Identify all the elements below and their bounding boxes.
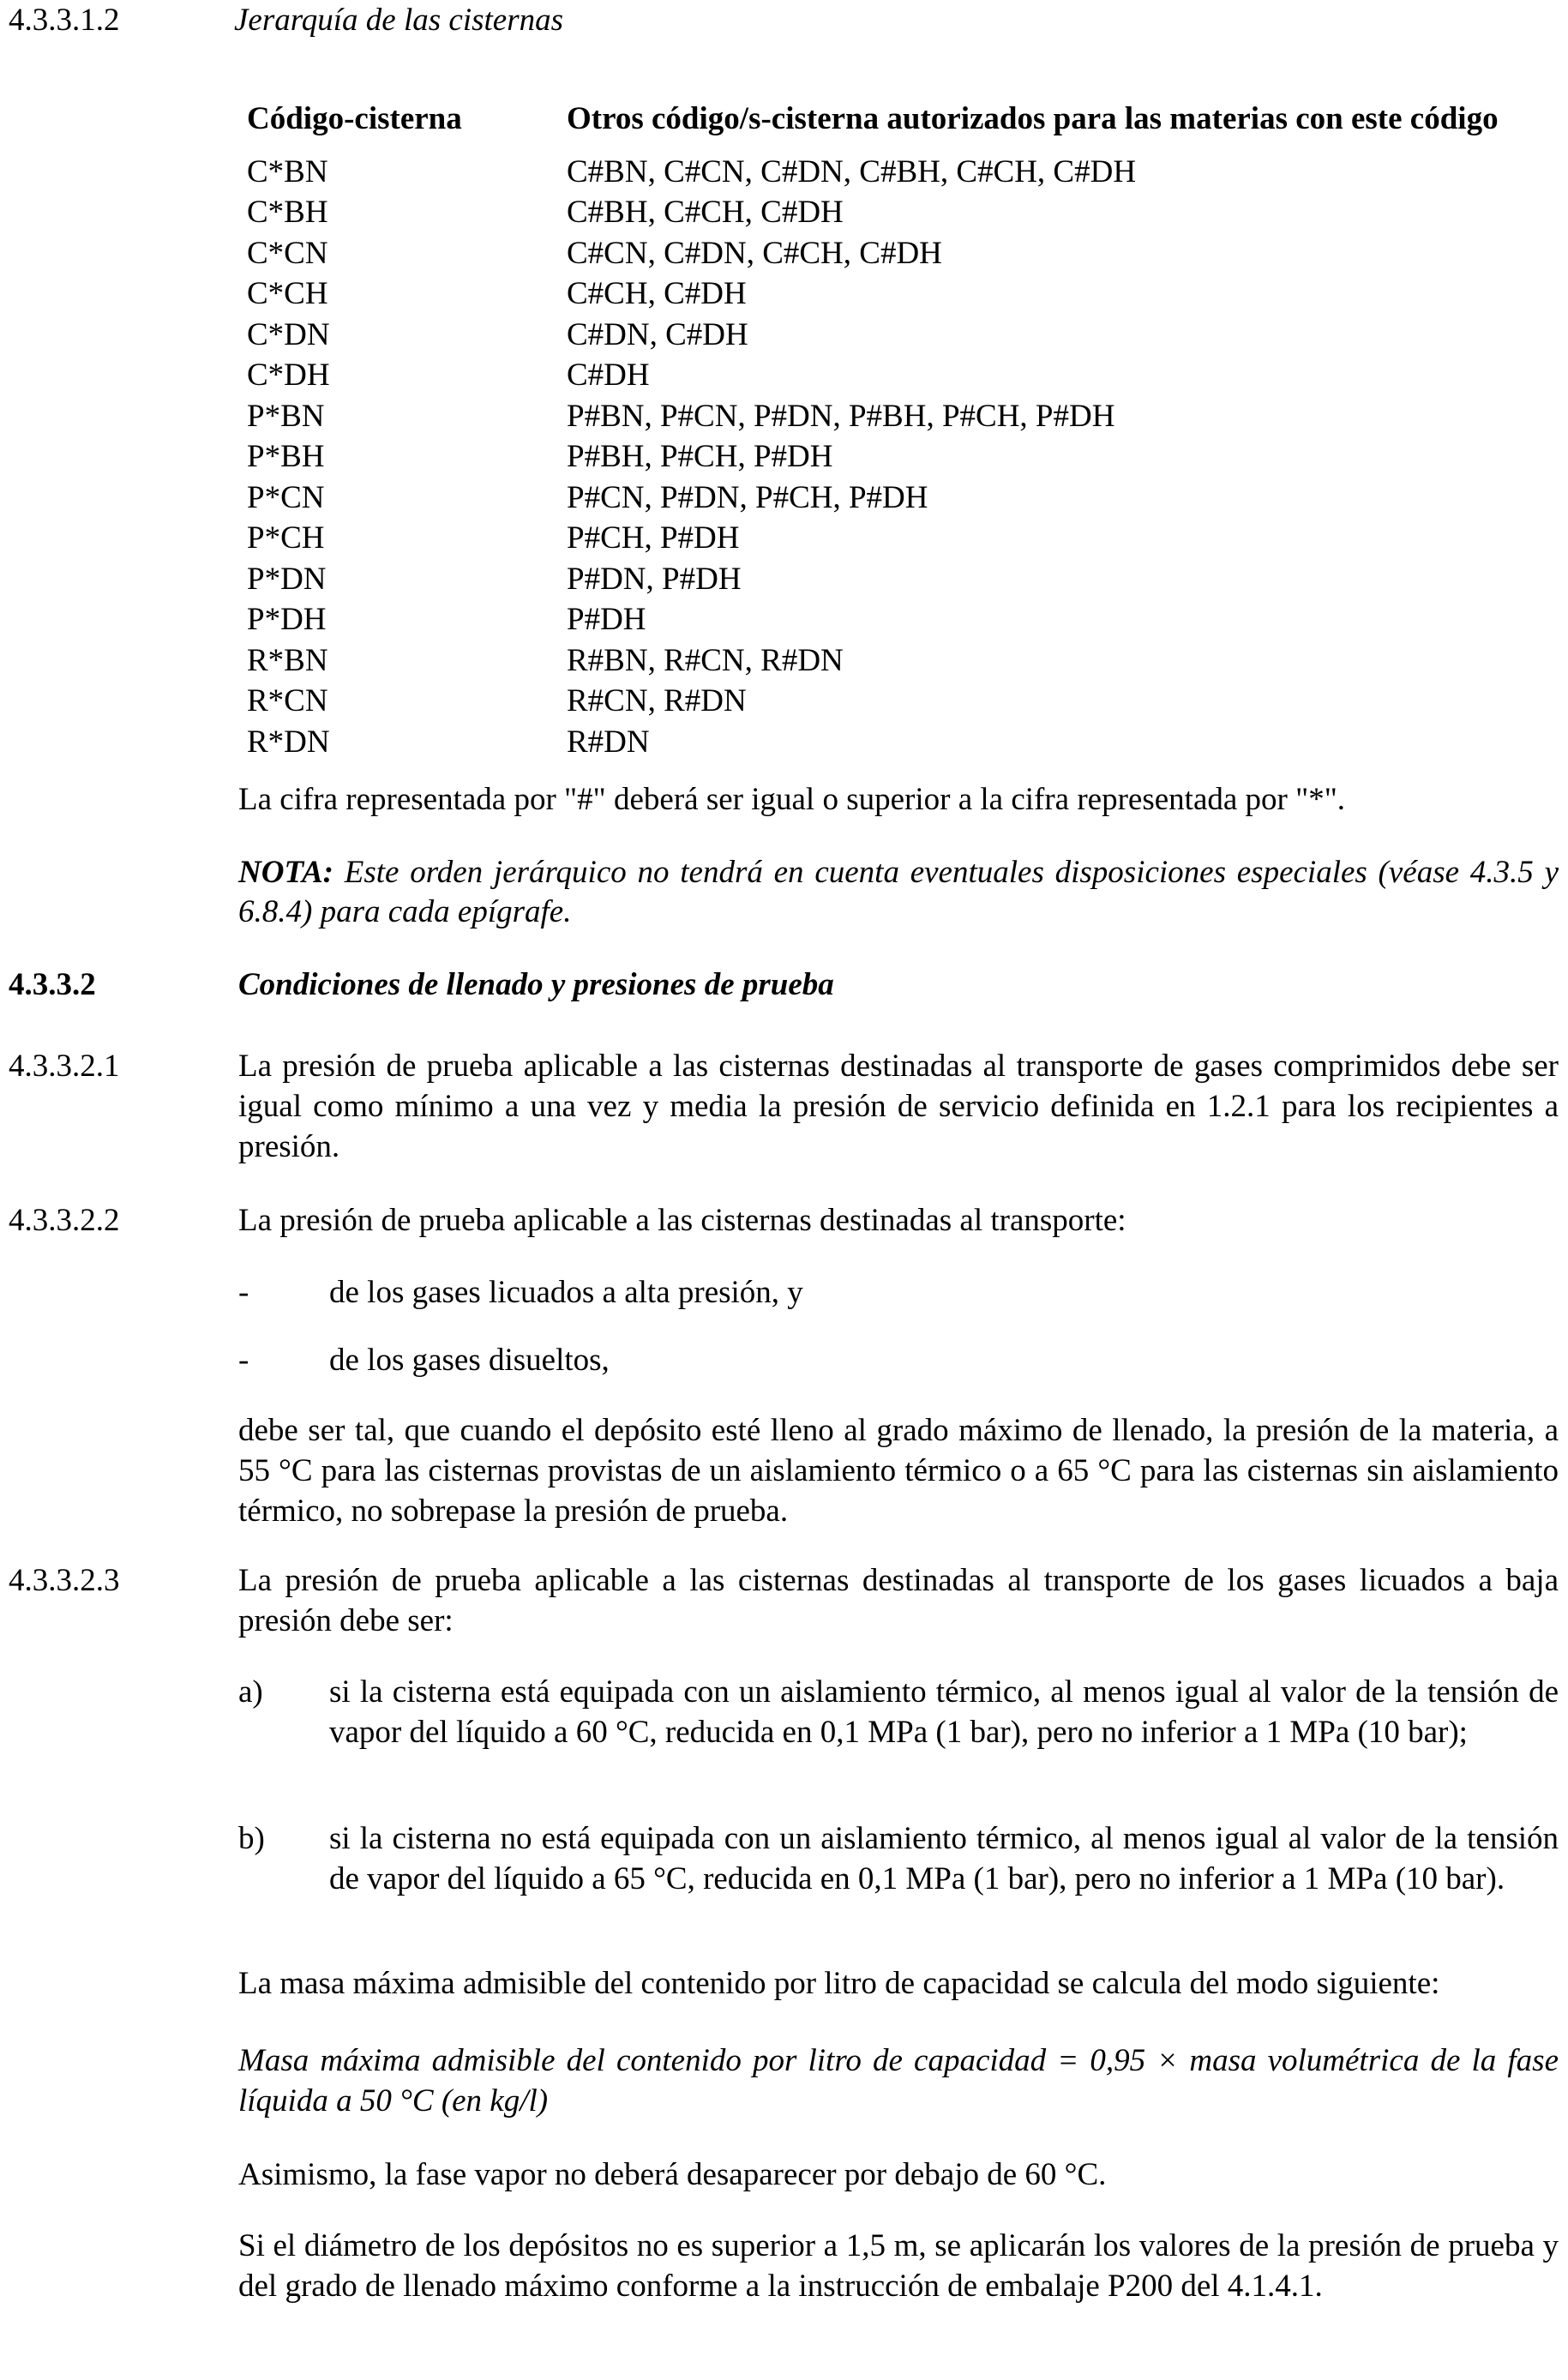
cell-codigo-cisterna: P*DH <box>247 602 327 637</box>
hierarchy-table <box>247 99 1499 762</box>
cell-otros-codigos: C#DN, C#DH <box>567 316 748 352</box>
cell-codigo-cisterna: R*DN <box>247 724 330 760</box>
cell-codigo-cisterna: C*BN <box>247 153 328 189</box>
list-marker: - <box>238 1343 249 1378</box>
cell-otros-codigos: P#DN, P#DH <box>567 561 742 597</box>
cell-codigo-cisterna: C*CH <box>247 276 328 311</box>
paragraph-diametro: Si el diámetro de los depósitos no es superior a 1,5 m, se aplicarán los valores de la presión de prueba y del grado de llenado máximo conforme a la instrucción de embalaje P200 del 4.1.4.1. <box>238 2228 1559 2304</box>
paragraph-masa-intro: La masa máxima admisible del contenido por litro de capacidad se calcula del modo siguiente: <box>238 1966 1440 2001</box>
table-row <box>247 559 1499 600</box>
table-row <box>247 518 1499 559</box>
paragraph-4-3-3-2-3-intro: La presión de prueba aplicable a las cisternas destinadas al transporte de los gases licuados a baja presión debe ser: <box>238 1563 1559 1638</box>
list-item-text: de los gases disueltos, <box>329 1343 610 1378</box>
nota-paragraph <box>238 853 1559 932</box>
column-header-otros: Otros código/s-cisterna autorizados para las materias con este código <box>567 101 1499 136</box>
cell-codigo-cisterna: P*BN <box>247 398 325 434</box>
cell-otros-codigos: P#CH, P#DH <box>567 520 740 556</box>
table-row <box>247 396 1499 437</box>
cell-codigo-cisterna: R*BN <box>247 642 328 678</box>
table-row <box>247 355 1499 396</box>
list-marker: a) <box>238 1674 263 1710</box>
cell-otros-codigos: R#CN, R#DN <box>567 683 747 718</box>
cell-otros-codigos: C#CH, C#DH <box>567 276 747 311</box>
table-row <box>247 315 1499 356</box>
paragraph-fase-vapor: Asimismo, la fase vapor no deberá desaparecer por debajo de 60 °C. <box>238 2157 1107 2192</box>
cell-codigo-cisterna: C*DN <box>247 316 330 352</box>
table-row <box>247 436 1499 478</box>
cell-codigo-cisterna: P*CN <box>247 479 325 515</box>
section-number-4-3-3-2-3: 4.3.3.2.3 <box>9 1563 120 1598</box>
table-row <box>247 192 1499 233</box>
table-row <box>247 478 1499 519</box>
paragraph-4-3-3-2-1: La presión de prueba aplicable a las cisternas destinadas al transporte de gases comprimidos debe ser igual como mínimo a una vez y media la presión de servicio definida en 1.2.1 para los recipientes a presión. <box>238 1049 1559 1164</box>
cell-otros-codigos: P#BN, P#CN, P#DN, P#BH, P#CH, P#DH <box>567 398 1115 434</box>
table-row <box>247 599 1499 640</box>
table-body <box>247 152 1499 763</box>
cell-otros-codigos: R#BN, R#CN, R#DN <box>567 642 844 678</box>
paragraph-4-3-3-2-2-closing: debe ser tal, que cuando el depósito esté lleno al grado máximo de llenado, la presión de la materia, a 55 °C para las cisternas provistas de un aislamiento térmico o a 65 °C para las cisternas sin aislamiento térmico, no sobrepase la presión de prueba. <box>238 1413 1559 1529</box>
cell-codigo-cisterna: P*DN <box>247 561 327 597</box>
table-row <box>247 722 1499 763</box>
cell-codigo-cisterna: C*BH <box>247 195 328 230</box>
cell-otros-codigos: C#BH, C#CH, C#DH <box>567 195 844 230</box>
table-row <box>247 640 1499 682</box>
section-title-jerarquia: Jerarquía de las cisternas <box>234 3 564 38</box>
column-header-codigo: Código-cisterna <box>247 101 462 136</box>
list-marker: - <box>238 1275 249 1310</box>
cell-codigo-cisterna: P*BH <box>247 439 325 474</box>
nota-label: NOTA: <box>238 855 333 890</box>
table-row <box>247 233 1499 274</box>
section-number-4-3-3-2-1: 4.3.3.2.1 <box>9 1049 120 1084</box>
list-item-text: si la cisterna está equipada con un aislamiento térmico, al menos igual al valor de la tensión de vapor del líquido a 60 °C, reducida en 0,1 MPa (1 bar), pero no inferior a 1 MPa (10 bar); <box>329 1674 1559 1750</box>
nota-text: Este orden jerárquico no tendrá en cuenta eventuales disposiciones especiales (véase 4.3.5 y 6.8.4) para cada epígrafe. <box>238 855 1559 929</box>
table-row <box>247 681 1499 722</box>
formula-paragraph: Masa máxima admisible del contenido por litro de capacidad = 0,95 × masa volumétrica de la fase líquida a 50 °C (en kg/l) <box>238 2043 1559 2119</box>
section-number-4-3-3-2: 4.3.3.2 <box>9 967 96 1002</box>
section-title-condiciones: Condiciones de llenado y presiones de prueba <box>238 967 834 1002</box>
table-row <box>247 273 1499 315</box>
table-header-row <box>247 99 1499 152</box>
cell-otros-codigos: P#BH, P#CH, P#DH <box>567 439 833 474</box>
cell-otros-codigos: C#BN, C#CN, C#DN, C#BH, C#CH, C#DH <box>567 153 1137 189</box>
cell-codigo-cisterna: C*CN <box>247 235 328 271</box>
cell-otros-codigos: C#DH <box>567 358 650 393</box>
cell-codigo-cisterna: R*CN <box>247 683 328 718</box>
cell-codigo-cisterna: C*DH <box>247 358 330 393</box>
cifra-note: La cifra representada por "#" deberá ser igual o superior a la cifra representada por "*". <box>238 782 1346 817</box>
paragraph-4-3-3-2-2-intro: La presión de prueba aplicable a las cisternas destinadas al transporte: <box>238 1203 1126 1238</box>
cell-otros-codigos: P#CN, P#DN, P#CH, P#DH <box>567 479 928 515</box>
table-row <box>247 152 1499 193</box>
section-number-4-3-3-2-2: 4.3.3.2.2 <box>9 1203 120 1238</box>
section-number-4-3-3-1-2: 4.3.3.1.2 <box>9 3 120 38</box>
cell-otros-codigos: C#CN, C#DN, C#CH, C#DH <box>567 235 942 271</box>
list-item-text: si la cisterna no está equipada con un aislamiento térmico, al menos igual al valor de la tensión de vapor del líquido a 65 °C, reducida en 0,1 MPa (1 bar), pero no inferior a 1 MPa (10 bar). <box>329 1821 1559 1896</box>
cell-otros-codigos: R#DN <box>567 724 650 760</box>
cell-otros-codigos: P#DH <box>567 602 646 637</box>
list-marker: b) <box>238 1821 265 1856</box>
list-item-text: de los gases licuados a alta presión, y <box>329 1275 803 1310</box>
cell-codigo-cisterna: P*CH <box>247 520 325 556</box>
